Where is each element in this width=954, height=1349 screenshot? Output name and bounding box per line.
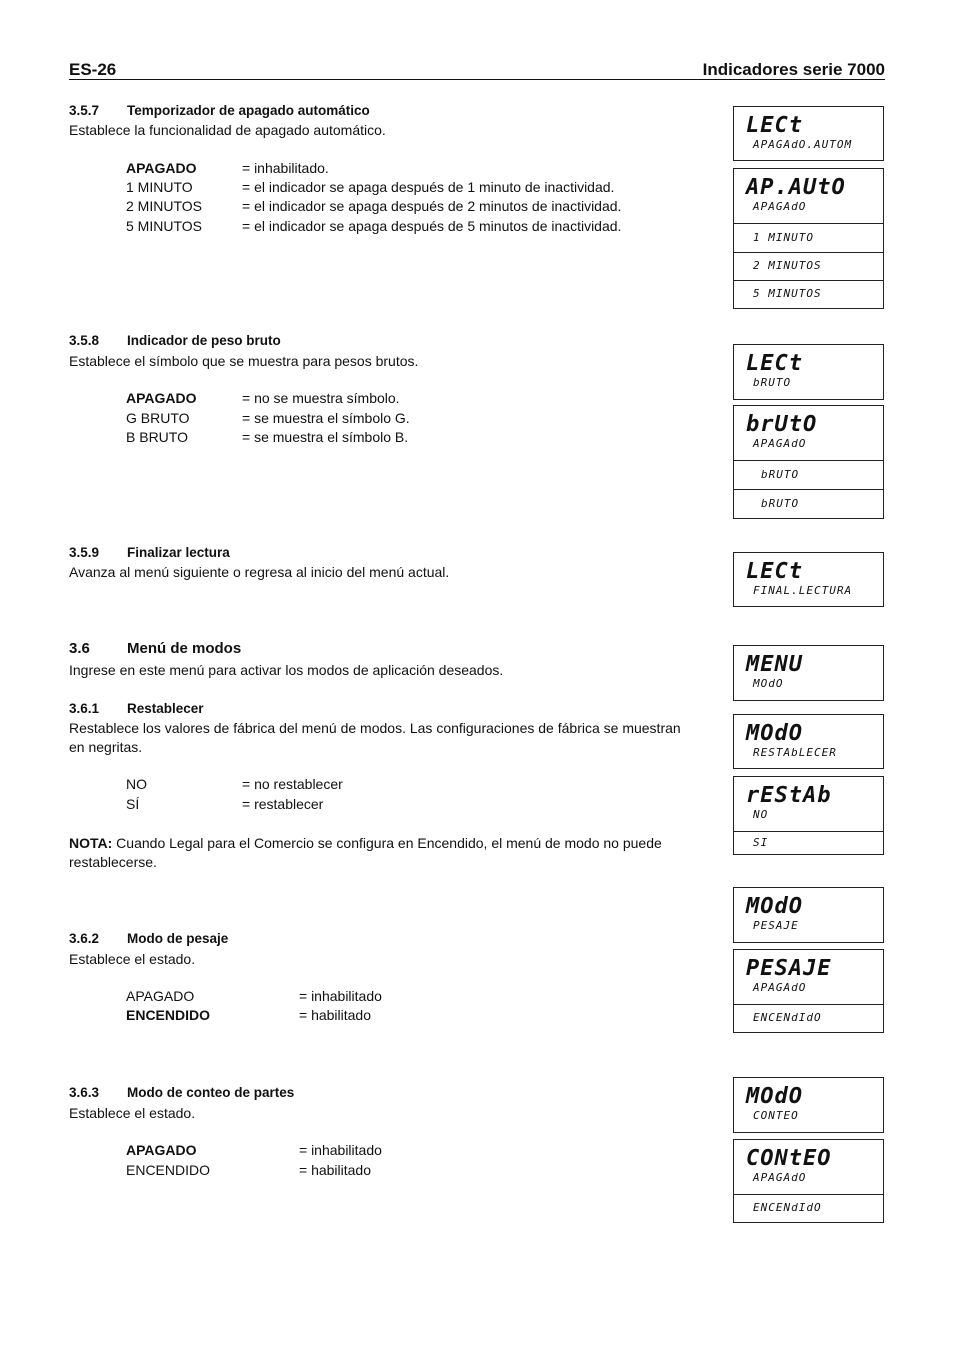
lcd-option-row <box>733 223 884 253</box>
header-rule <box>69 79 885 80</box>
option-value: = inhabilitado <box>299 988 382 1004</box>
lcd-option-row <box>733 1004 884 1033</box>
lcd-main-text: MOdO <box>746 1084 803 1109</box>
lcd-option-text: ENCENdIdO <box>753 1011 822 1024</box>
lcd-main-text: CONtEO <box>746 1146 832 1171</box>
option-value: = no restablecer <box>242 776 343 792</box>
lcd-sub-text: APAGAdO <box>753 981 807 994</box>
option-key: APAGADO <box>126 390 197 406</box>
section-heading: 3.5.8 Indicador de peso bruto <box>69 333 281 348</box>
lcd-display <box>733 344 884 400</box>
lcd-option-text: 1 MINUTO <box>753 231 814 244</box>
option-key: ENCENDIDO <box>126 1007 211 1023</box>
lcd-sub-text: APAGAdO <box>753 437 807 450</box>
lcd-display <box>733 552 884 607</box>
section-heading: 3.6.2 Modo de pesaje <box>69 931 229 946</box>
lcd-main-text: LECt <box>746 559 803 584</box>
note-continuation: restablecerse. <box>69 854 157 870</box>
option-key: G BRUTO <box>126 410 190 426</box>
option-key: NO <box>126 776 147 792</box>
lcd-display <box>733 405 884 461</box>
option-key: APAGADO <box>126 1142 197 1158</box>
lcd-display <box>733 887 884 943</box>
option-key: 1 MINUTO <box>126 179 193 195</box>
note: NOTA: Cuando Legal para el Comercio se configura en Encendido, el menú de modo no puede <box>69 835 662 851</box>
lcd-display <box>733 1139 884 1195</box>
lcd-sub-text: APAGAdO <box>753 1171 807 1184</box>
lcd-option-text: 5 MINUTOS <box>753 287 822 300</box>
lcd-option-text: bRUTO <box>761 497 800 510</box>
section-heading: 3.5.9 Finalizar lectura <box>69 545 230 560</box>
option-value: = el indicador se apaga después de 2 minutos de inactividad. <box>242 198 622 214</box>
lcd-main-text: MENU <box>746 652 803 677</box>
option-key: 2 MINUTOS <box>126 198 202 214</box>
option-value: = inhabilitado. <box>242 160 329 176</box>
lcd-main-text: brUtO <box>746 412 818 437</box>
option-value: = restablecer <box>242 796 324 812</box>
option-key: ENCENDIDO <box>126 1162 211 1178</box>
lcd-option-text: ENCENdIdO <box>753 1201 822 1214</box>
option-value: = se muestra el símbolo B. <box>242 429 409 445</box>
lcd-display <box>733 168 884 224</box>
lcd-option-text: 2 MINUTOS <box>753 259 822 272</box>
lcd-option-text: SI <box>753 836 769 849</box>
option-value: = inhabilitado <box>299 1142 382 1158</box>
lcd-sub-text: MOdO <box>753 677 784 690</box>
section-description: Avanza al menú siguiente o regresa al inicio del menú actual. <box>69 564 450 580</box>
lcd-sub-text: RESTAbLECER <box>753 746 837 759</box>
lcd-option-row <box>733 460 884 490</box>
option-value: = no se muestra símbolo. <box>242 390 400 406</box>
lcd-display <box>733 106 884 161</box>
lcd-option-row <box>733 280 884 309</box>
document-title: Indicadores serie 7000 <box>702 60 885 79</box>
lcd-main-text: LECt <box>746 351 803 376</box>
lcd-main-text: MOdO <box>746 721 803 746</box>
lcd-display <box>733 949 884 1005</box>
option-key: B BRUTO <box>126 429 188 445</box>
lcd-display <box>733 645 884 701</box>
lcd-option-row <box>733 1194 884 1223</box>
option-value: = el indicador se apaga después de 1 minuto de inactividad. <box>242 179 615 195</box>
lcd-main-text: AP.AUtO <box>746 175 846 200</box>
lcd-sub-text: bRUTO <box>753 376 792 389</box>
section-description: en negritas. <box>69 739 143 755</box>
lcd-sub-text: NO <box>753 808 769 821</box>
lcd-sub-text: CONTEO <box>753 1109 799 1122</box>
section-heading: 3.6 Menú de modos <box>69 640 242 657</box>
lcd-option-row <box>733 489 884 519</box>
section-description: Ingrese en este menú para activar los modos de aplicación deseados. <box>69 662 504 678</box>
option-value: = se muestra el símbolo G. <box>242 410 410 426</box>
lcd-display <box>733 1077 884 1133</box>
lcd-display <box>733 714 884 769</box>
lcd-sub-text: FINAL.LECTURA <box>753 584 853 597</box>
lcd-main-text: MOdO <box>746 894 803 919</box>
option-key: 5 MINUTOS <box>126 218 202 234</box>
option-value: = el indicador se apaga después de 5 minutos de inactividad. <box>242 218 622 234</box>
option-key: APAGADO <box>126 160 197 176</box>
section-description: Establece el estado. <box>69 1105 196 1121</box>
section-description: Establece la funcionalidad de apagado automático. <box>69 122 386 138</box>
option-key: APAGADO <box>126 988 195 1004</box>
page-number: ES-26 <box>69 60 117 79</box>
lcd-sub-text: PESAJE <box>753 919 799 932</box>
section-description: Establece el símbolo que se muestra para pesos brutos. <box>69 353 419 369</box>
lcd-sub-text: APAGAdO.AUTOM <box>753 138 853 151</box>
option-key: SÍ <box>126 796 140 812</box>
section-description: Establece el estado. <box>69 951 196 967</box>
lcd-main-text: PESAJE <box>746 956 832 981</box>
option-value: = habilitado <box>299 1007 372 1023</box>
lcd-main-text: LECt <box>746 113 803 138</box>
section-heading: 3.6.1 Restablecer <box>69 701 204 716</box>
section-heading: 3.6.3 Modo de conteo de partes <box>69 1085 295 1100</box>
option-value: = habilitado <box>299 1162 372 1178</box>
lcd-option-row <box>733 252 884 281</box>
lcd-main-text: rEStAb <box>746 783 832 808</box>
lcd-display <box>733 776 884 832</box>
lcd-sub-text: APAGAdO <box>753 200 807 213</box>
lcd-option-text: bRUTO <box>761 468 800 481</box>
section-heading: 3.5.7 Temporizador de apagado automático <box>69 103 370 118</box>
lcd-option-row <box>733 831 884 855</box>
section-description: Restablece los valores de fábrica del menú de modos. Las configuraciones de fábrica se muestran <box>69 720 681 736</box>
